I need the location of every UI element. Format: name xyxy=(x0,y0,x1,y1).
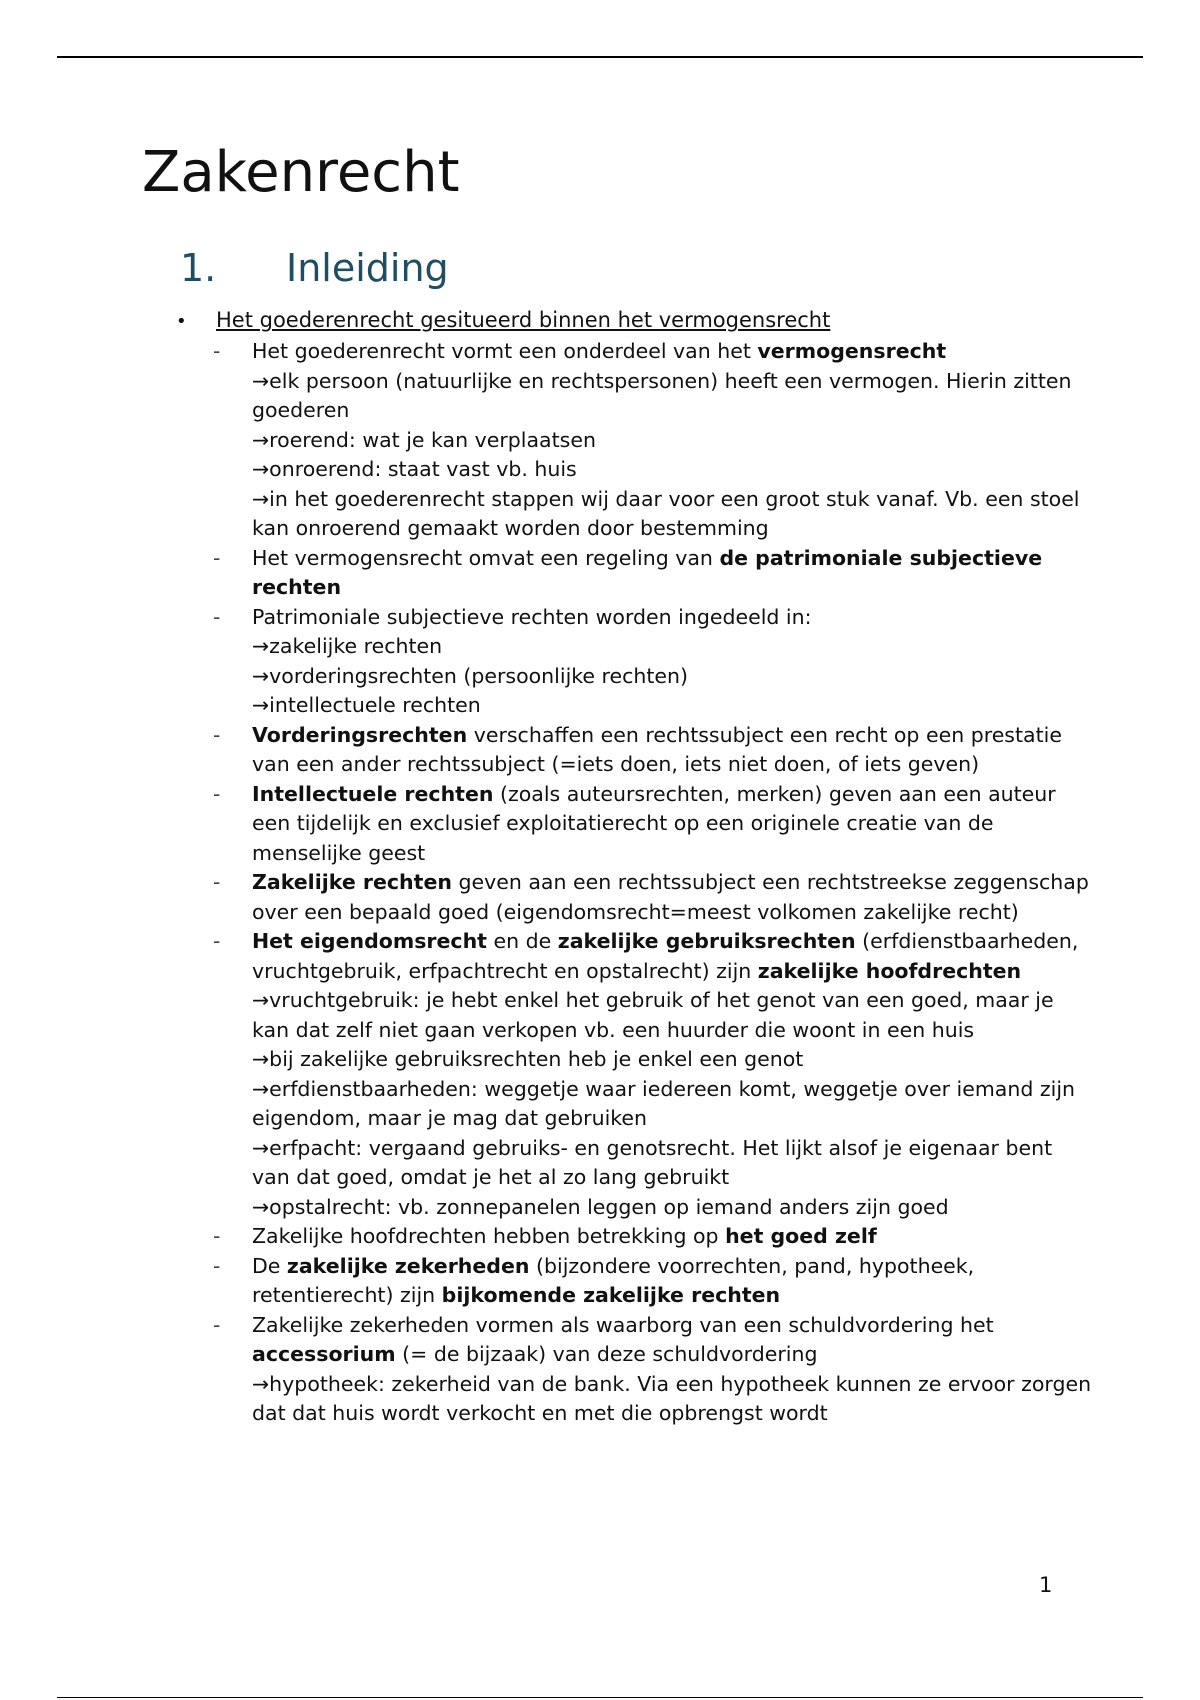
document-title: Zakenrecht xyxy=(142,140,460,205)
list-item-line xyxy=(252,1222,1093,1252)
list-item-line xyxy=(252,986,1093,1045)
list-item-line xyxy=(252,662,1093,692)
list-item-line xyxy=(252,927,1093,986)
section-heading xyxy=(180,243,449,293)
text: (erfdienstbaarheden, vruchtgebruik, erfpachtrecht en opstalrecht) zijn xyxy=(252,929,1079,983)
bold-text: zakelijke zekerheden xyxy=(286,1253,530,1278)
text: →erfpacht: vergaand gebruiks- en genotsrecht. Het lijkt alsof je eigenaar bent van dat goed, omdat je het al zo lang gebruikt xyxy=(252,1135,1053,1189)
text: De xyxy=(252,1253,287,1278)
list-item-line xyxy=(252,455,1093,485)
list-item-line xyxy=(252,367,1093,426)
section-title: Inleiding xyxy=(286,246,449,290)
list-item xyxy=(213,544,1093,603)
bold-text: accessorium xyxy=(252,1342,396,1366)
text: →intellectuele rechten xyxy=(252,693,481,717)
dash-bullet-icon: - xyxy=(213,545,221,570)
text: Het vermogensrecht omvat een regeling van xyxy=(252,545,720,570)
bold-text: vermogensrecht xyxy=(757,339,947,363)
list-item xyxy=(213,1222,1093,1252)
bold-text: zakelijke hoofdrechten xyxy=(757,958,1022,983)
text: en de xyxy=(486,929,558,953)
text: geven aan een rechtssubject een rechtstreekse zeggenschap over een bepaald goed (eigendomsrecht=meest volkomen zakelijke recht) xyxy=(252,870,1089,924)
text: →vorderingsrechten (persoonlijke rechten) xyxy=(252,663,689,688)
text: →onroerend: staat vast vb. huis xyxy=(252,457,577,481)
footer-rule xyxy=(57,1697,1143,1698)
text: →opstalrecht: vb. zonnepanelen leggen op iemand anders zijn goed xyxy=(252,1194,949,1219)
list-item-line xyxy=(252,691,1093,721)
list-item xyxy=(213,868,1093,927)
text: →erfdienstbaarheden: weggetje waar iedereen komt, weggetje over iemand zijn eigendom, maar je mag dat gebruiken xyxy=(252,1076,1076,1130)
list-item xyxy=(213,1311,1093,1429)
sub-item-list xyxy=(213,337,1093,1429)
dash-bullet-icon: - xyxy=(213,781,221,806)
list-item xyxy=(213,780,1093,869)
list-item-line xyxy=(252,780,1093,869)
text: (zoals auteursrechten, merken) geven aan een auteur een tijdelijk en exclusief exploitatierecht op een originele creatie van de menselijke geest xyxy=(252,781,1056,865)
list-item xyxy=(213,1252,1093,1311)
dash-bullet-icon: - xyxy=(213,604,221,629)
bullet-item xyxy=(176,304,830,338)
bold-text: Het eigendomsrecht xyxy=(252,929,487,953)
text: →in het goederenrecht stappen wij daar voor een groot stuk vanaf. Vb. een stoel kan onroerend gemaakt worden door bestemming xyxy=(252,486,1080,540)
bold-text: Vorderingsrechten xyxy=(252,722,468,747)
list-item-line xyxy=(252,1045,1093,1075)
bullet-icon: • xyxy=(176,311,187,332)
text: Zakelijke zekerheden vormen als waarborg van een schuldvordering het xyxy=(252,1312,994,1337)
header-rule xyxy=(57,56,1143,58)
list-item-line xyxy=(252,1075,1093,1134)
bold-text: Intellectuele rechten xyxy=(252,781,494,806)
text: (= de bijzaak) van deze schuldvordering xyxy=(395,1342,818,1366)
list-item-line xyxy=(252,721,1093,780)
list-item xyxy=(213,337,1093,544)
bullet-heading: Het goederenrecht gesitueerd binnen het vermogensrecht xyxy=(216,308,831,332)
list-item-line xyxy=(252,544,1093,603)
text: →roerend: wat je kan verplaatsen xyxy=(252,427,596,452)
text: Patrimoniale subjectieve rechten worden ingedeeld in: xyxy=(252,604,812,629)
list-item-line xyxy=(252,632,1093,662)
text: →elk persoon (natuurlijke en rechtspersonen) heeft een vermogen. Hierin zitten goederen xyxy=(252,368,1072,422)
bold-text: het goed zelf xyxy=(725,1224,877,1248)
dash-bullet-icon: - xyxy=(213,1312,221,1337)
text: (bijzondere voorrechten, pand, hypotheek, retentierecht) zijn xyxy=(252,1253,975,1307)
bold-text: zakelijke gebruiksrechten xyxy=(557,929,856,953)
dash-bullet-icon: - xyxy=(213,1253,221,1278)
dash-bullet-icon: - xyxy=(213,722,221,747)
list-item-line xyxy=(252,1370,1093,1429)
list-item xyxy=(213,721,1093,780)
list-item-line xyxy=(252,426,1093,456)
list-item-line xyxy=(252,485,1093,544)
list-item xyxy=(213,603,1093,721)
list-item-line xyxy=(252,1311,1093,1370)
list-item-line xyxy=(252,868,1093,927)
dash-bullet-icon: - xyxy=(213,929,221,953)
text: verschaffen een rechtssubject een recht op een prestatie van een ander rechtssubject (=iets doen, iets niet doen, of iets geven) xyxy=(252,722,1062,776)
list-item-line xyxy=(252,603,1093,633)
bold-text: de patrimoniale subjectieve rechten xyxy=(252,545,1043,599)
dash-bullet-icon: - xyxy=(213,1224,221,1248)
section-number: 1. xyxy=(180,246,217,290)
text: →vruchtgebruik: je hebt enkel het gebruik of het genot van een goed, maar je kan dat zelf niet gaan verkopen vb. een huurder die woont in een huis xyxy=(252,988,1054,1042)
text: Het goederenrecht vormt een onderdeel van het xyxy=(252,339,758,363)
bold-text: bijkomende zakelijke rechten xyxy=(441,1283,781,1307)
dash-bullet-icon: - xyxy=(213,870,221,894)
list-item-line xyxy=(252,1193,1093,1223)
text: →zakelijke rechten xyxy=(252,634,443,658)
dash-bullet-icon: - xyxy=(213,339,221,363)
text: Zakelijke hoofdrechten hebben betrekking op xyxy=(252,1224,726,1248)
text: →hypotheek: zekerheid van de bank. Via een hypotheek kunnen ze ervoor zorgen dat dat huis wordt verkocht en met die opbrengst wordt xyxy=(252,1371,1092,1425)
bold-text: Zakelijke rechten xyxy=(252,870,452,894)
list-item-line xyxy=(252,337,1093,367)
page-number: 1 xyxy=(1039,1573,1053,1597)
list-item xyxy=(213,927,1093,1222)
list-item-line xyxy=(252,1252,1093,1311)
list-item-line xyxy=(252,1134,1093,1193)
text: →bij zakelijke gebruiksrechten heb je enkel een genot xyxy=(252,1047,804,1071)
